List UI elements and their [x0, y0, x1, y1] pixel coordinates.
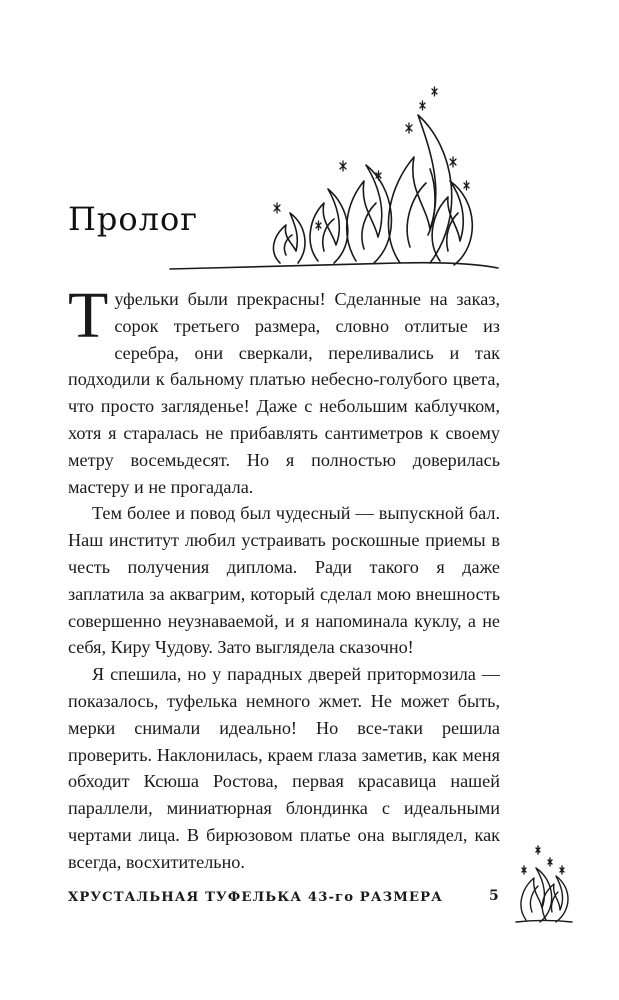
paragraph: Тем более и повод был чудесный — выпускной бал. Наш институт любил устраивать роскошные приемы в честь получения диплома. Ради такого я даже заплатила за аквагрим, который сделал мою внешность совершенно неузнаваемой, и я напоминала куклу, а не себя, Киру Чудову. Зато выглядела сказочно! [68, 503, 500, 658]
running-footer-title: ХРУСТАЛЬНАЯ ТУФЕЛЬКА 43-го РАЗМЕРА [68, 890, 443, 905]
chapter-title: Пролог [68, 200, 199, 238]
paragraph-text: уфельки были прекрасны! Сделанные на заказ, сорок третьего размера, словно отлитые из серебра, они сверкали, переливались и так подходили к бальному платью небесно-голубого цвета, что просто загляденье! Даже с небольшим каблучком, хотя я старалась не прибавлять сантиметров к своему метру восемьдесят. Но я полностью доверилась мастеру и не прогадала. [68, 289, 500, 497]
paragraph: Я спешила, но у парадных дверей притормозила — показалось, туфелька немного жмет. Не может быть, мерки снимали идеально! Но все-таки решила проверить. Наклонилась, краем глаза заметив, как меня обходит Ксюша Ростова, первая красавица нашей параллели, миниатюрная блондинка с идеальными чертами лица. В бирюзовом платье она выглядел, как всегда, восхитительно. [68, 664, 500, 872]
small-flame-ornament-icon [510, 838, 576, 928]
chapter-body [68, 279, 500, 876]
drop-cap: Т [68, 279, 109, 352]
flame-ornament-icon [168, 85, 508, 275]
paragraph [68, 279, 500, 500]
page-number: 5 [489, 888, 499, 904]
